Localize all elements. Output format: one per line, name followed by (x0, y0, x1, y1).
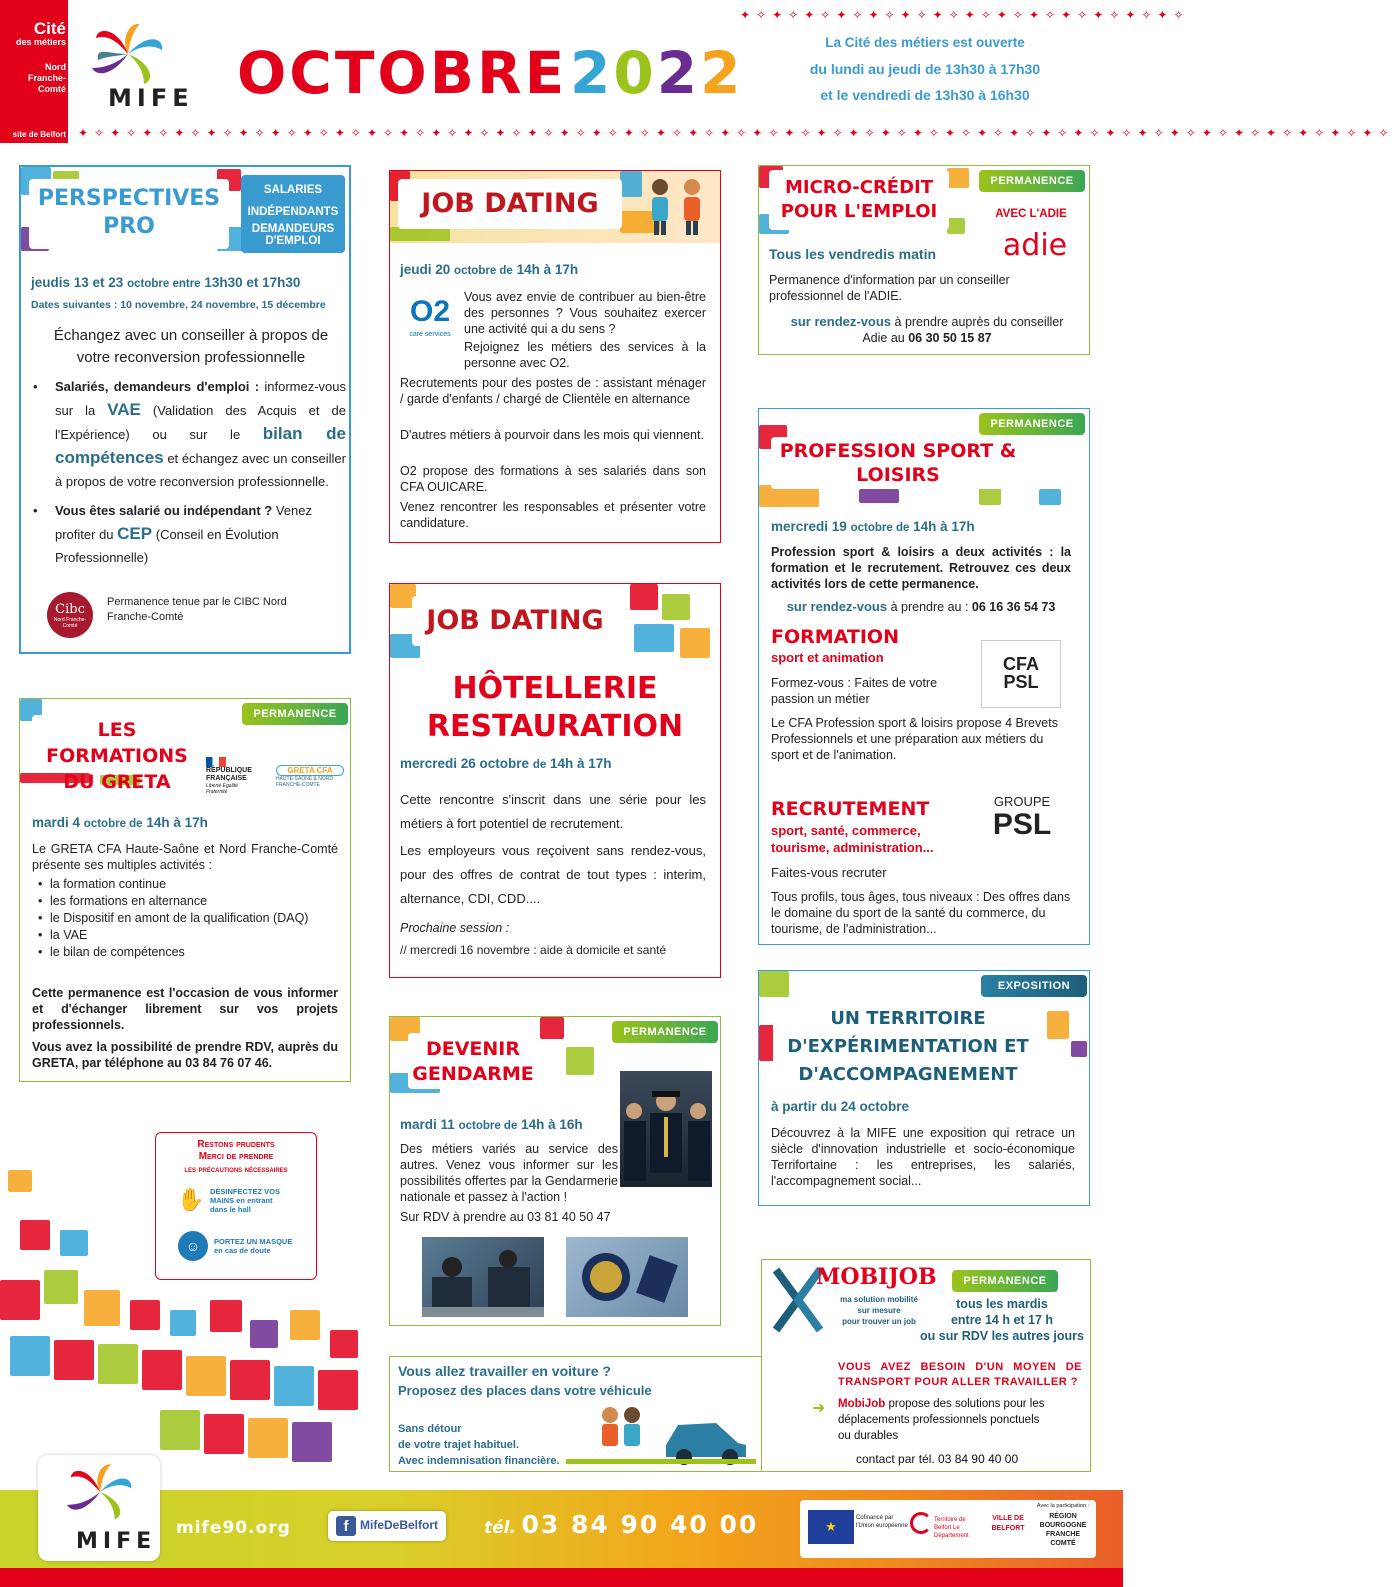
micro-para1: Permanence d'information par un conseiller professionnel de l'ADIE. (769, 273, 1010, 303)
mobijob-logo-text: MOBIJOB (816, 1264, 937, 1290)
bilan-highlight: bilan de compétences (55, 424, 347, 467)
perspectives-title1: PERSPECTIVES (37, 186, 221, 211)
bullet-strong: Salariés, demandeurs d'emploi : (55, 379, 260, 394)
bullet-text: (Conseil en Évolution Professionnelle) (55, 527, 279, 565)
cfa-logo-text1: CFA (1003, 654, 1039, 674)
date-small: de (532, 759, 547, 771)
greta-para2: Cette permanence est l'occasion de vous informer et d'échanger librement sur vos projets professionnels. (32, 986, 338, 1032)
sector-title2: RESTAURATION (426, 709, 684, 744)
mask-icon: ☺ (178, 1231, 208, 1261)
tel-number: 03 84 90 40 00 (521, 1510, 759, 1539)
job1-para5: O2 propose des formations à ses salariés dans son CFA OUICARE. (400, 464, 706, 494)
cibc-logo (47, 592, 93, 638)
formation-title: FORMATION (771, 626, 899, 648)
date-time: 14h à 16h (521, 1117, 583, 1132)
date-strong: jeudi 20 (400, 262, 451, 277)
sport-rdv (771, 599, 1071, 615)
website-link[interactable]: mife90.org (176, 1518, 291, 1538)
mobijob-offer (838, 1396, 1048, 1444)
gendarme-title2: GENDARME (412, 1063, 534, 1085)
next-dates: Dates suivantes : 10 novembre, 24 novembre, 15 décembre (31, 299, 326, 311)
cite-logo-line4: Franche-Comté (27, 73, 66, 94)
year-digit: 0 (613, 39, 657, 107)
territoire-title1: UN TERRITOIRE (830, 1008, 986, 1029)
tagline-line: pour trouver un job (842, 1317, 916, 1326)
event-date (771, 519, 975, 534)
item-text: DÉSINFECTEZ VOS (210, 1187, 281, 1196)
car-benefit: de votre trajet habituel. (398, 1439, 520, 1451)
micro-title2: POUR L'EMPLOI (780, 201, 938, 222)
event-date (400, 1117, 583, 1132)
title-card (32, 715, 202, 793)
vae-highlight: VAE (107, 400, 141, 419)
profession-sport-card (758, 408, 1090, 945)
item-text: dans le hall (210, 1205, 251, 1214)
job2-para1: Cette rencontre s'inscrit dans une série pour les métiers à fort potentiel de recrutement. (400, 792, 706, 831)
recrutement-subtitle: sport, santé, commerce, tourisme, administration... (771, 823, 934, 855)
cfa-psl-logo (981, 640, 1061, 708)
micro-schedule: Tous les vendredis matin (769, 246, 937, 262)
job1-para3: Recrutements pour des postes de : assistant ménager / garde d'enfants / chargé de Clientèle en alternance (400, 376, 706, 406)
schedule-line: ou sur RDV les autres jours (920, 1329, 1084, 1343)
territoire-title3: D'ACCOMPAGNEMENT (798, 1064, 1018, 1085)
prudence-title3: les précautions nécessaires (184, 1164, 288, 1174)
o2-logo-sub: care services (409, 331, 451, 338)
schedule-line: tous les mardis (956, 1297, 1048, 1311)
cite-logo-line2: des métiers (15, 37, 66, 47)
perspectives-title2: PRO (103, 214, 155, 239)
formation-para2: Le CFA Profession sport & loisirs propose 4 Brevets Professionnels et une préparation aux métiers du sport et de l'animation. (771, 716, 1058, 762)
groupe-psl-logo (985, 795, 1059, 841)
hand-wash-icon: ✋ (177, 1187, 205, 1212)
permanence-tag: PERMANENCE (242, 703, 348, 725)
greta-card (19, 698, 351, 1082)
event-date: à partir du 24 octobre (771, 1099, 910, 1114)
date-small: octobre de (458, 1120, 518, 1132)
sport-title1: PROFESSION SPORT & (779, 440, 1017, 462)
job1-para1: Vous avez envie de contribuer au bien-être des personnes ? Vous souhaitez exercer une activité qui a du sens ? (464, 290, 706, 336)
greta-logo-sub: HAUTE-SAÔNE & NORD FRANCHE-COMTÉ (276, 776, 333, 788)
cibc-logo-text: Cibc (55, 602, 85, 617)
recrutement-title: RECRUTEMENT (771, 798, 930, 820)
item-text: en cas de doute (214, 1246, 271, 1255)
territoire-exposition-card (758, 970, 1090, 1206)
hours-line3: et le vendredi de 13h30 à 16h30 (820, 87, 1030, 103)
list-item (31, 499, 346, 569)
facebook-link[interactable] (328, 1511, 446, 1541)
rdv-phone: 06 30 50 15 87 (908, 331, 992, 345)
rdv-phone: 06 16 36 54 73 (971, 600, 1056, 614)
greta-activities (36, 876, 338, 961)
tel-label: tél. (484, 1518, 516, 1538)
gendarme-para2: Sur RDV à prendre au 03 81 40 50 47 (400, 1210, 611, 1224)
perspectives-bullets (31, 375, 346, 569)
date-strong: mardi 11 (400, 1117, 455, 1132)
recrutement-para1: Faites-vous recruter (771, 865, 887, 880)
departement-logo-icon (910, 1512, 932, 1534)
date-time: 14h à 17h (550, 756, 612, 771)
region-logo-text: RÉGION BOURGOGNE FRANCHE COMTÉ (1039, 1513, 1087, 1547)
mobijob-contact: contact par tél. 03 84 90 40 00 (856, 1452, 1019, 1466)
month-title: OCTOBRE (237, 39, 568, 107)
cibc-logo-sub: Nord Franche-Comté (53, 617, 87, 629)
mobijob-schedule (912, 1296, 1092, 1344)
bullet-text: et échangez avec un conseiller à propos de votre reconversion professionnelle. (55, 451, 346, 489)
date-small: octobre de (850, 522, 910, 534)
gendarmerie-badge-photo (566, 1237, 688, 1317)
republique-francaise-logo (206, 757, 260, 795)
date-time: 13h30 et 17h30 (204, 275, 301, 290)
list-item: • le Dispositif en amont de la qualification (DAQ) (36, 910, 338, 927)
avec-adie-label: AVEC L'ADIE (995, 208, 1067, 220)
title-card (412, 596, 618, 646)
cite-des-metiers-logo (0, 0, 68, 143)
date-strong: mercredi 26 octobre (400, 756, 530, 771)
greta-para1: Le GRETA CFA Haute-Saône et Nord Franche-Comté présente ses multiples activités : (32, 842, 338, 872)
item-text: MAINS en entrant (210, 1196, 273, 1205)
territoire-para1: Découvrez à la MIFE une exposition qui retrace un siècle d'innovation industrielle et socio-économique Terrifortaine : les entreprises, les salariés, l'accompagnement social... (771, 1126, 1075, 1188)
arrow-right-icon: ➜ (812, 1400, 826, 1417)
gendarme-title1: DEVENIR (425, 1038, 521, 1060)
territoire-title2: D'EXPÉRIMENTATION ET (787, 1036, 1029, 1057)
mife-logo-text: MIFE (76, 1529, 157, 1554)
bullet-text: (Validation des Acquis et de l'Expérience) ou sur le (55, 403, 346, 442)
audience-item: SALARIES (263, 184, 323, 196)
date-strong: jeudis 13 et 23 (31, 275, 124, 290)
date-time: 14h à 17h (146, 815, 208, 830)
title-card (773, 1003, 1043, 1091)
permanence-tag: PERMANENCE (979, 413, 1085, 435)
cep-highlight: CEP (117, 524, 153, 543)
car-illustration-icon (566, 1397, 756, 1467)
year-digit: 2 (656, 39, 701, 107)
intro-text: Échangez avec un conseiller à propos de votre reconversion professionnelle (53, 327, 329, 366)
facebook-handle: MifeDeBelfort (360, 1518, 439, 1532)
audience-badge (241, 175, 345, 253)
year-digit: 2 (570, 39, 614, 107)
mife-logo (78, 18, 194, 113)
event-date (400, 756, 612, 771)
event-date (400, 262, 578, 277)
footer-mife-logo (38, 1455, 160, 1561)
next-session-label: Prochaine session : (400, 921, 510, 935)
perspectives-pro-card (19, 165, 351, 654)
eu-text: Cofinancé par l'Union européenne (856, 1515, 908, 1529)
formation-subtitle: sport et animation (771, 650, 884, 665)
tagline-line: sur mesure (857, 1306, 901, 1315)
job-dating-hotellerie-card (389, 583, 721, 978)
perspectives-footer: Permanence tenue par le CIBC Nord Franche-Comté (107, 596, 287, 623)
title-card (29, 179, 229, 249)
list-item (31, 375, 346, 493)
groupe-logo-text1: GROUPE (993, 794, 1051, 809)
job-dating-title: JOB DATING (426, 605, 604, 636)
list-item: • le bilan de compétences (36, 944, 338, 961)
title-card (408, 1033, 538, 1089)
car-question2: Proposez des places dans votre véhicule (398, 1383, 652, 1398)
mobijob-tagline (834, 1294, 924, 1327)
tagline-line: ma solution mobilité (840, 1295, 918, 1304)
job1-para4: D'autres métiers à pourvoir dans les mois qui viennent. (400, 428, 704, 442)
greta-title2: DU GRETA (63, 771, 171, 793)
gendarme-card (389, 1016, 721, 1326)
mife-swirl-icon (78, 18, 178, 90)
car-benefit: Avec indemnisation financière. (398, 1455, 560, 1467)
formation-para1: Formez-vous : Faites de votre passion un métier (771, 676, 938, 706)
cite-logo-line3: Nord (45, 62, 66, 72)
rdv-text: à prendre auprès du conseiller Adie au (862, 315, 1064, 345)
greta-cfa-logo (276, 765, 344, 788)
people-decoration-bottom: ✦✧✦✧✦✧✦✧✦✧✦✧✦✧✦✧✦✧✦✧✦✧✦✧✦✧✦✧✦✧✦✧✦✧✦✧✦✧✦✧✦✧✦✧✦✧✦✧✦✧✦✧✦✧✦✧✦✧✦✧✦✧✦✧✦✧✦✧✦✧✦✧✦✧✦✧✦✧✦✧✦✧ (78, 126, 1394, 140)
prudence-title2: Merci de prendre (198, 1151, 274, 1162)
exposition-tag: EXPOSITION (981, 975, 1087, 997)
job-dating-title: JOB DATING (421, 188, 599, 219)
date-time: 14h à 17h (913, 519, 975, 534)
date-small: octobre entre (127, 278, 201, 290)
list-item: • les formations en alternance (36, 893, 338, 910)
schedule-line: entre 14 h et 17 h (950, 1313, 1054, 1327)
list-item: • la formation continue (36, 876, 338, 893)
gendarme-patrol-photo (422, 1237, 544, 1317)
opening-hours (780, 30, 1070, 108)
bullet-text: informez-vous sur la (55, 379, 346, 418)
rf-logo-sub: Liberté Égalité Fraternité (206, 783, 238, 795)
rdv-strong: sur rendez-vous (790, 314, 892, 329)
people-illustration-icon (642, 175, 712, 237)
date-small: octobre de (454, 265, 513, 277)
covoiturage-card (389, 1356, 761, 1472)
car-benefit: Sans détour (398, 1423, 462, 1435)
date-strong: mardi 4 (32, 815, 81, 830)
sport-title2: LOISIRS (856, 464, 940, 486)
greta-title1: LES FORMATIONS (46, 719, 188, 767)
micro-title1: MICRO-CRÉDIT (784, 177, 934, 198)
gendarme-figures-icon (620, 1071, 712, 1187)
date-time: 14h à 17h (516, 262, 579, 277)
sector-title1: HÔTELLERIE (452, 671, 658, 706)
flag-icon (206, 757, 226, 767)
year-digit: 2 (700, 39, 744, 107)
footer-phone (484, 1510, 758, 1539)
cite-logo-line5: site de Belfort (12, 130, 66, 139)
micro-credit-card (758, 165, 1090, 355)
sport-para1: Profession sport & loisirs a deux activités : la formation et le recrutement. Retrouvez ces deux activités lors de cette permanence. (771, 545, 1071, 591)
departement-text: Territoire de Belfort Le Département (934, 1517, 969, 1539)
job1-para2: Rejoignez les métiers des services à la personne avec O2. (464, 340, 706, 370)
gendarmerie-patch-icon (566, 1237, 688, 1317)
permanence-tag: PERMANENCE (612, 1021, 718, 1043)
event-date (32, 815, 208, 830)
bullet-strong: Vous êtes salarié ou indépendant ? (55, 503, 273, 518)
permanence-tag: PERMANENCE (952, 1270, 1058, 1292)
adie-logo: adie (1002, 228, 1068, 263)
region-pre-text: Avec la participation : (1036, 1503, 1090, 1509)
groupe-logo-text2: PSL (992, 808, 1052, 841)
patrol-icon (422, 1237, 544, 1317)
greta-para3: Vous avez la possibilité de prendre RDV, auprès du GRETA, par téléphone au 03 84 76 07 46. (32, 1040, 338, 1070)
title-card (769, 170, 949, 230)
gendarme-para1: Des métiers variés au service des autres. Venez vous informer sur les possibilités offertes par la Gendarmerie nationale et passez à l'action ! (400, 1142, 618, 1204)
mobijob-card (761, 1259, 1091, 1472)
car-benefits (398, 1421, 560, 1469)
rf-logo-text: RÉPUBLIQUE FRANÇAISE (206, 767, 252, 782)
event-date (31, 275, 346, 290)
hours-line2: du lundi au jeudi de 13h30 à 17h30 (809, 61, 1041, 77)
audience-item: INDÉPENDANTS (247, 206, 339, 218)
rdv-strong: sur rendez-vous (786, 599, 888, 614)
mife-swirl-icon (52, 1459, 148, 1525)
bullet-text: Venez profiter du (55, 503, 312, 542)
item-text: PORTEZ UN MASQUE (214, 1237, 293, 1246)
job-dating-o2-card (389, 170, 721, 543)
job2-para2: Les employeurs vous reçoivent sans rendez-vous, pour des offres de contrat de tout types : interim, alternance, CDI, CDD.... (400, 843, 706, 906)
prudence-title1: Restons prudents (197, 1139, 275, 1150)
date-strong: mercredi 19 (771, 519, 847, 534)
car-question1: Vous allez travailler en voiture ? (398, 1363, 611, 1379)
facebook-icon: f (336, 1516, 356, 1536)
hours-line1: La Cité des métiers est ouverte (825, 35, 1025, 50)
rdv-text: à prendre au : (887, 600, 972, 614)
title-card (398, 179, 622, 229)
decorative-mosaic (0, 1160, 365, 1490)
mife-logo-text: MIFE (108, 84, 194, 112)
greta-logo-text: GRETA CFA (276, 765, 344, 776)
cfa-logo-text2: PSL (1003, 672, 1039, 692)
mobijob-offer-text: propose des solutions pour les déplacements professionnels ponctuels ou durables (838, 1398, 1045, 1442)
date-small: octobre de (83, 818, 143, 830)
permanence-tag: PERMANENCE (979, 170, 1085, 192)
title-card (771, 437, 1025, 489)
year-title (570, 40, 743, 106)
list-item: • la VAE (36, 927, 338, 944)
recrutement-para2: Tous profils, tous âges, tous niveaux : Des offres dans le domaine du sport de la santé du commerce, du tourisme, de l'administration... (771, 890, 1071, 936)
next-session-text: // mercredi 16 novembre : aide à domicile et santé (400, 943, 667, 957)
ville-belfort-logo: VILLE DE BELFORT (991, 1515, 1025, 1532)
mobijob-question: VOUS AVEZ BESOIN D'UN MOYEN DE TRANSPORT POUR ALLER TRAVAILLER ? (838, 1361, 1082, 1388)
footer-red-strip (0, 1568, 1123, 1587)
gendarmes-parade-photo (620, 1071, 712, 1187)
cite-logo-line1: Cité (33, 19, 66, 38)
micro-rdv (779, 314, 1075, 346)
o2-logo-text: O2 (409, 295, 451, 328)
o2-logo (402, 293, 458, 345)
people-decoration-top: ✦✧✦✧✦✧✦✧✦✧✦✧✦✧✦✧✦✧✦✧✦✧✦✧✦✧✦✧ (740, 8, 1190, 22)
mobijob-strong: MobiJob (838, 1398, 886, 1410)
partners-logos (800, 1500, 1096, 1558)
job1-para6: Venez rencontrer les responsables et présenter votre candidature. (400, 500, 706, 530)
audience-item: DEMANDEURS D'EMPLOI (251, 223, 335, 247)
eu-flag-icon: ★ (808, 1510, 854, 1544)
